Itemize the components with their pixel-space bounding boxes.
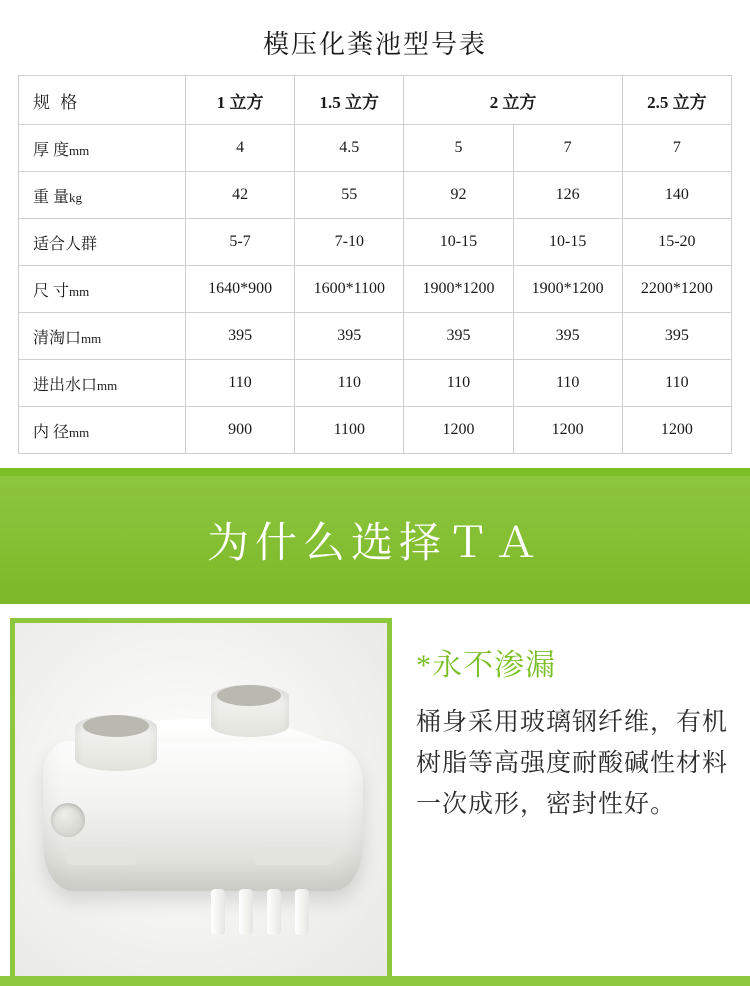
row-label-unit: mm (81, 330, 102, 346)
tank-opening (217, 685, 281, 706)
cell: 1200 (404, 407, 513, 454)
cell: 5-7 (186, 219, 295, 266)
table-row (19, 407, 732, 454)
row-label-unit: mm (69, 142, 90, 158)
cell: 4 (186, 125, 295, 172)
row-label-text: 适合人群 (33, 235, 98, 253)
tank-rib (211, 889, 225, 935)
table-row (19, 219, 732, 266)
row-label-unit: mm (69, 424, 90, 440)
row-label-weight (19, 172, 186, 219)
cell: 55 (295, 172, 404, 219)
cell: 4.5 (295, 125, 404, 172)
spec-table-body (19, 125, 732, 454)
tank-rib (239, 889, 253, 935)
row-label-text: 厚 度 (33, 141, 70, 159)
column-header-1m3: 1 立方 (186, 76, 295, 125)
cell: 140 (622, 172, 731, 219)
row-label-unit: kg (69, 189, 83, 205)
product-photo (10, 618, 392, 984)
table-row (19, 313, 732, 360)
cell: 110 (622, 360, 731, 407)
tank-opening (83, 715, 149, 737)
row-label-thickness (19, 125, 186, 172)
cell: 7 (622, 125, 731, 172)
cell: 15-20 (622, 219, 731, 266)
column-header-2_5m3: 2.5 立方 (622, 76, 731, 125)
row-label-text: 尺 寸 (33, 282, 70, 300)
cell: 7 (513, 125, 622, 172)
table-row (19, 266, 732, 313)
bottom-accent-bar (0, 976, 750, 986)
spec-table-header (19, 76, 732, 125)
cell: 42 (186, 172, 295, 219)
cell: 7-10 (295, 219, 404, 266)
spec-table (18, 75, 732, 454)
row-label-text: 内 径 (33, 423, 70, 441)
feature-section (0, 604, 750, 984)
cell: 10-15 (404, 219, 513, 266)
photo-background (15, 623, 387, 979)
column-header-2m3: 2 立方 (404, 76, 622, 125)
table-row (19, 125, 732, 172)
cell: 395 (622, 313, 731, 360)
row-label-unit: mm (69, 283, 90, 299)
cell: 1200 (513, 407, 622, 454)
row-label-people (19, 219, 186, 266)
cell: 5 (404, 125, 513, 172)
cell: 1900*1200 (513, 266, 622, 313)
column-header-1_5m3: 1.5 立方 (295, 76, 404, 125)
cell: 1600*1100 (295, 266, 404, 313)
column-header-spec: 规 格 (19, 76, 186, 125)
row-label-text: 重 量 (33, 188, 70, 206)
row-label-waterport (19, 360, 186, 407)
tank-side-port (51, 803, 85, 837)
feature-text-block (392, 618, 750, 984)
section-divider (0, 468, 750, 476)
cell: 1640*900 (186, 266, 295, 313)
cell: 92 (404, 172, 513, 219)
cell: 2200*1200 (622, 266, 731, 313)
cell: 1100 (295, 407, 404, 454)
cell: 395 (295, 313, 404, 360)
row-label-cleanout (19, 313, 186, 360)
row-label-innerdia (19, 407, 186, 454)
cell: 1200 (622, 407, 731, 454)
table-row (19, 360, 732, 407)
cell: 395 (186, 313, 295, 360)
cell: 126 (513, 172, 622, 219)
cell: 110 (404, 360, 513, 407)
feature-body-text: 桶身采用玻璃钢纤维，有机树脂等高强度耐酸碱性材料一次成形，密封性好。 (416, 709, 729, 818)
cell: 1900*1200 (404, 266, 513, 313)
table-row (19, 172, 732, 219)
cell: 395 (404, 313, 513, 360)
tank-rib (295, 889, 309, 935)
why-choose-banner (0, 476, 750, 604)
row-label-size (19, 266, 186, 313)
row-label-unit: mm (97, 377, 118, 393)
table-header-row (19, 76, 732, 125)
cell: 110 (295, 360, 404, 407)
cell: 110 (186, 360, 295, 407)
row-label-text: 清淘口 (33, 329, 82, 347)
banner-title: 为什么选择ＴＡ (206, 521, 543, 567)
tank-rib (267, 889, 281, 935)
tank-foot (67, 847, 137, 865)
cell: 900 (186, 407, 295, 454)
cell: 395 (513, 313, 622, 360)
feature-heading: *永不渗漏 (416, 649, 556, 682)
tank-foot (253, 847, 333, 865)
page-title: 模压化粪池型号表 (262, 30, 487, 59)
row-label-text: 进出水口 (33, 376, 98, 394)
cell: 10-15 (513, 219, 622, 266)
spec-section (0, 0, 750, 454)
cell: 110 (513, 360, 622, 407)
